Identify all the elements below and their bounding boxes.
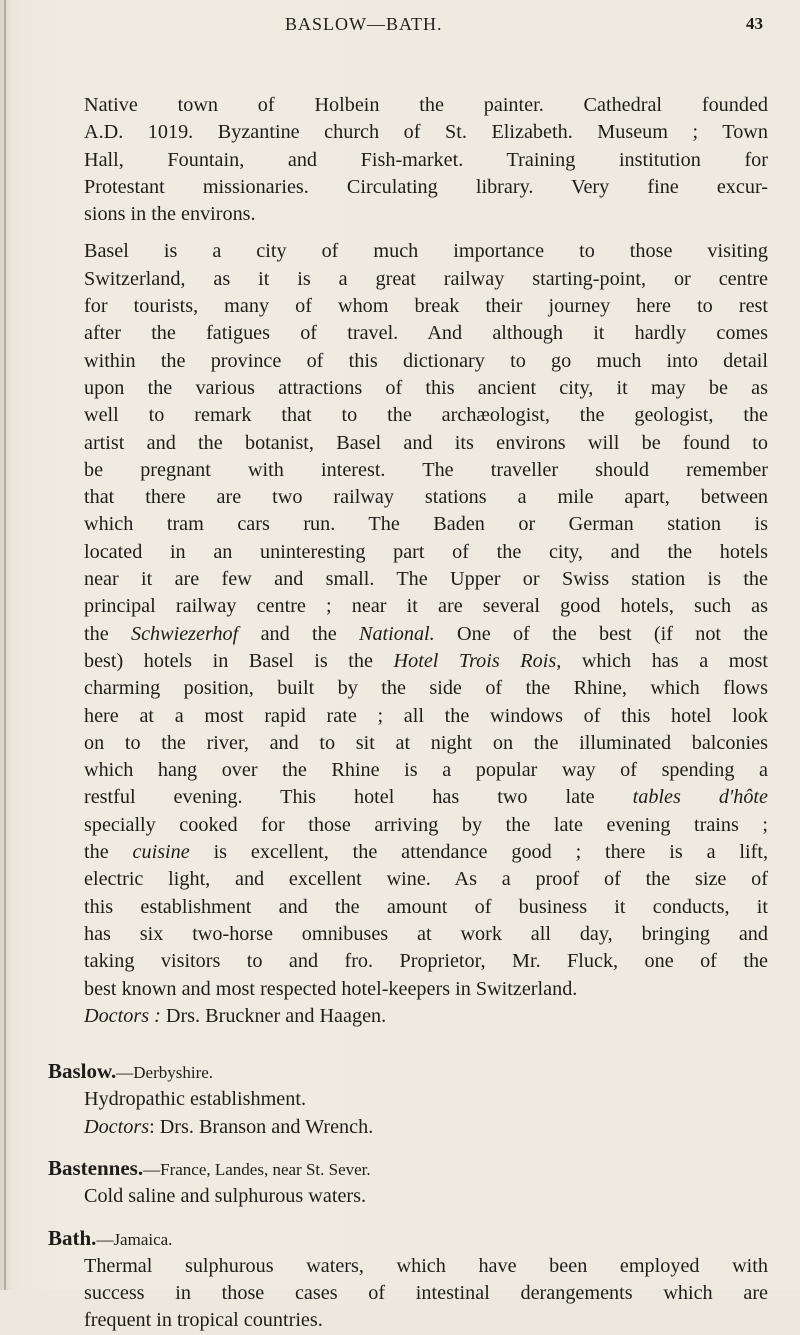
italic-name: tables d'hôte — [632, 786, 768, 809]
entry-doctors-value: : Drs. Branson and Wrench. — [149, 1115, 374, 1138]
entry-heading — [48, 1155, 768, 1183]
entry-doctors-line — [84, 1114, 768, 1141]
italic-name: Schwiezerhof — [130, 622, 239, 645]
page-gutter-edge — [4, 0, 6, 1290]
entry-doctors-label: Doctors — [84, 1115, 150, 1138]
basel-intro-line: Protestant missionaries. Circulating library. Very fine excur- — [84, 175, 768, 198]
basel-body-line: Switzerland, as it is a great railway starting-point, or centre — [84, 267, 768, 290]
basel-intro-line: Native town of Holbein the painter. Cathedral founded — [84, 94, 768, 116]
basel-body-line: principal railway centre ; near it are several good hotels, such as — [84, 595, 768, 618]
entry-heading — [48, 1058, 768, 1086]
page-number: 43 — [746, 14, 763, 33]
basel-intro-line: A.D. 1019. Byzantine church of St. Elizabeth. Museum ; Town — [84, 121, 768, 144]
basel-intro-line: sions in the environs. — [84, 203, 256, 226]
basel-body-line: Basel is a city of much importance to those visiting — [84, 240, 768, 263]
entry-description-line: frequent in tropical countries. — [84, 1309, 323, 1332]
basel-body-line: which tram cars run. The Baden or German station is — [84, 513, 768, 536]
basel-body-line: taking visitors to and fro. Proprietor, Mr. Fluck, one of the — [84, 950, 768, 973]
basel-body-line: specially cooked for those arriving by the late evening trains ; — [84, 813, 768, 836]
basel-doctors-line — [84, 1003, 768, 1030]
entry-heading — [48, 1225, 768, 1253]
entry-location: —France, Landes, near St. Sever. — [143, 1159, 371, 1179]
basel-body-line: the Schwiezerhof and the National. One of the best (if not the — [84, 622, 768, 645]
dictionary-entry — [48, 1155, 768, 1211]
basel-body-line: which hang over the Rhine is a popular way of spending a — [84, 759, 768, 782]
entries-list — [48, 1058, 768, 1335]
basel-body-line: well to remark that to the archæologist, the geologist, the — [84, 404, 768, 427]
basel-body-line: artist and the botanist, Basel and its environs will be found to — [84, 431, 768, 454]
basel-doctors-value: Drs. Bruckner and Haagen. — [165, 1004, 387, 1027]
basel-body-line: be pregnant with interest. The traveller should remember — [84, 458, 768, 481]
basel-body-line: this establishment and the amount of business it conducts, it — [84, 895, 768, 918]
italic-name: National. — [359, 622, 435, 645]
basel-body-line: the cuisine is excellent, the attendance good ; there is a lift, — [84, 841, 768, 864]
basel-body-paragraph — [84, 238, 768, 1002]
running-head: BASLOW—BATH. — [285, 14, 443, 34]
italic-name: Hotel Trois Rois — [393, 649, 557, 672]
basel-body-line: here at a most rapid rate ; all the windows of this hotel look — [84, 704, 768, 727]
basel-intro-line: Hall, Fountain, and Fish-market. Training institution for — [84, 148, 768, 171]
basel-body-line: charming position, built by the side of the Rhine, which flows — [84, 677, 768, 700]
entry-description-line: Thermal sulphurous waters, which have been employed with — [84, 1254, 768, 1277]
entry-description-line: Cold saline and sulphurous waters. — [84, 1185, 367, 1208]
dictionary-entry — [48, 1225, 768, 1335]
entry-description-line: success in those cases of intestinal derangements which are — [84, 1282, 768, 1305]
entry-term: Bath. — [48, 1225, 97, 1250]
entry-location: —Jamaica. — [96, 1229, 173, 1249]
basel-body-line: after the fatigues of travel. And although it hardly comes — [84, 322, 768, 345]
basel-intro-paragraph — [84, 92, 768, 228]
basel-body-line: for tourists, many of whom break their journey here to rest — [84, 295, 768, 318]
basel-doctors-label: Doctors : — [84, 1004, 161, 1027]
basel-body-line: has six two-horse omnibuses at work all day, bringing and — [84, 922, 768, 945]
basel-body-line: electric light, and excellent wine. As a proof of the size of — [84, 868, 768, 891]
basel-body-line: located in an uninteresting part of the city, and the hotels — [84, 540, 768, 563]
page-body — [48, 92, 768, 1335]
basel-body-line: best) hotels in Basel is the Hotel Trois Rois, which has a most — [84, 649, 768, 672]
entry-description-line: Hydropathic establishment. — [84, 1088, 307, 1111]
basel-body-line: near it are few and small. The Upper or Swiss station is the — [84, 568, 768, 591]
basel-body-line: upon the various attractions of this ancient city, it may be as — [84, 376, 768, 399]
basel-body-line: on to the river, and to sit at night on the illuminated balconies — [84, 731, 768, 754]
italic-name: cuisine — [132, 841, 190, 864]
dictionary-entry — [48, 1058, 768, 1141]
basel-body-line: that there are two railway stations a mile apart, between — [84, 486, 768, 509]
basel-body-line: restful evening. This hotel has two late tables d'hôte — [84, 786, 768, 809]
entry-term: Baslow. — [48, 1059, 117, 1084]
entry-term: Bastennes. — [48, 1155, 144, 1180]
entry-location: —Derbyshire. — [116, 1063, 214, 1083]
basel-body-line: best known and most respected hotel-keepers in Switzerland. — [84, 977, 578, 1000]
basel-body-line: within the province of this dictionary to go much into detail — [84, 349, 768, 372]
